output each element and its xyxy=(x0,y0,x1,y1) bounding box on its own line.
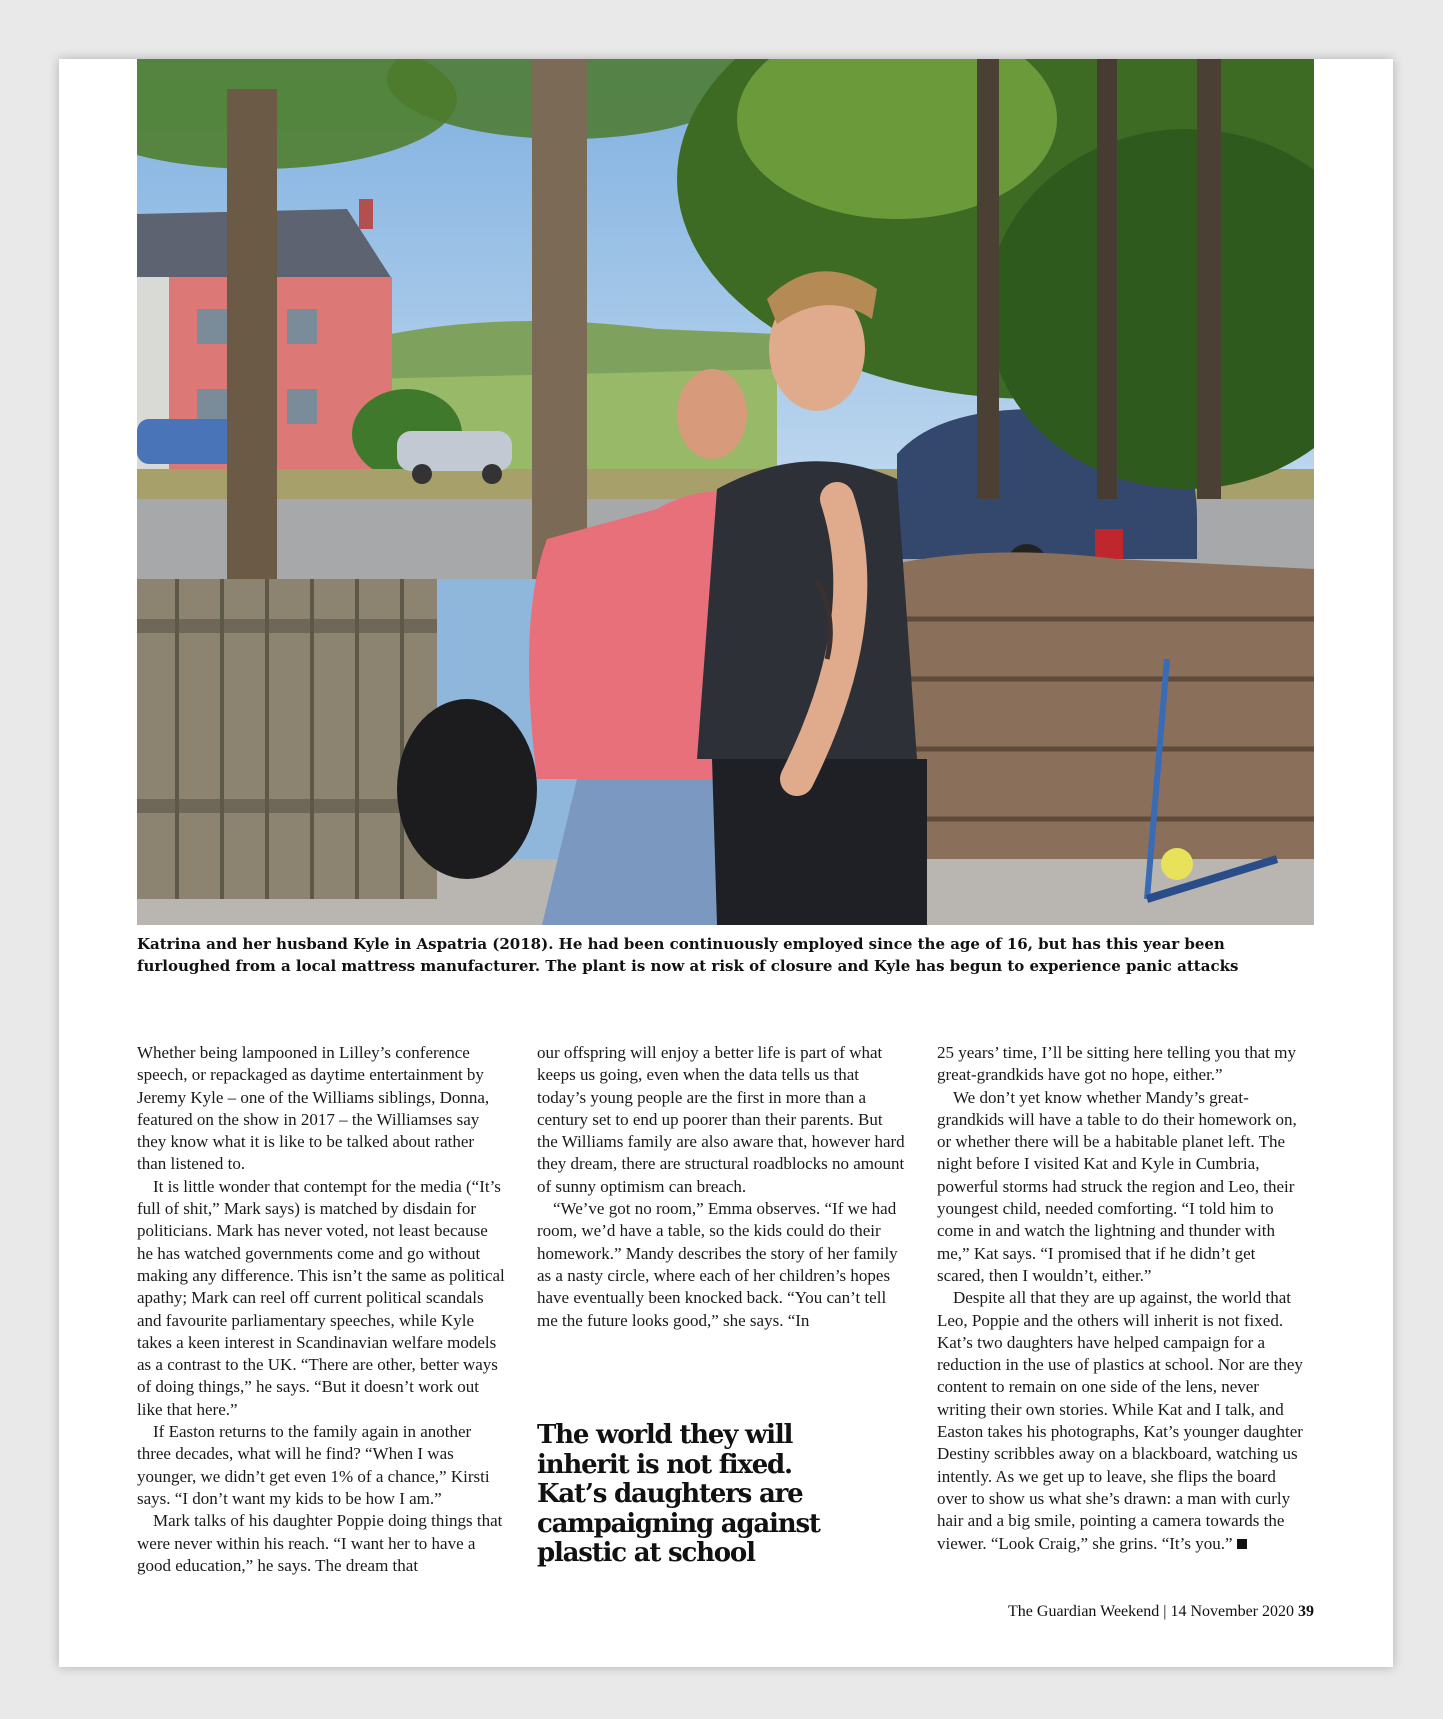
paragraph: Whether being lampooned in Lilley’s conference speech, or repackaged as daytime entertainment by Jeremy Kyle – one of the Williams siblings, Donna, featured on the show in 2017 – the Williamses say they know what it is like to be talked about rather than listened to. xyxy=(137,1043,490,1174)
paragraph: 25 years’ time, I’ll be sitting here telling you that my great-grandkids have got no hope, either.” xyxy=(937,1043,1296,1085)
paragraph: “We’ve got no room,” Emma observes. “If we had room, we’d have a table, so the kids could do their homework.” Mandy describes the story of her family as a nasty circle, where each of her children’s hopes have eventually been knocked back. “You can’t tell me the future looks good,” she says. “In xyxy=(537,1199,898,1330)
wooden-fence xyxy=(137,579,437,899)
paragraph: our offspring will enjoy a better life is part of what keeps us going, even when the data tells us that today’s young people are the first in more than a century set to end up poorer than their parents. But the Williams family are also aware that, however hard they dream, there are structural roadblocks no amount of sunny optimism can breach. xyxy=(537,1043,905,1196)
pull-quote: The world they will inherit is not fixed. Kat’s daughters are campaigning against plastic at school xyxy=(537,1420,820,1568)
paragraph: If Easton returns to the family again in another three decades, what will he find? “When I was younger, we didn’t get even 1% of a chance,” Kirsti says. “I don’t want my kids to be how I am.” xyxy=(137,1422,490,1508)
page-footer xyxy=(1008,1603,1314,1621)
article-column-2 xyxy=(537,1042,907,1332)
footer-separator: | xyxy=(1163,1603,1167,1620)
feature-photo xyxy=(137,59,1314,925)
issue-date: 14 November 2020 xyxy=(1170,1603,1294,1620)
photo-illustration xyxy=(137,59,1314,925)
publication-name: The Guardian Weekend xyxy=(1008,1603,1160,1620)
final-text: Despite all that they are up against, the world that Leo, Poppie and the others will inherit is not fixed. Kat’s two daughters have helped campaign for a reduction in the use of plastics at school. Nor are they content to remain on one side of the lens, never writing their own stories. While Kat and I talk, and Easton takes his photographs, Kat’s younger daughter Destiny scribbles away on a blackboard, watching us intently. As we get up to leave, she flips the board over to show us what she’s drawn: a man with curly hair and a big smile, pointing a camera towards the viewer. “Look Craig,” she grins. “It’s you.” xyxy=(937,1288,1303,1553)
photo-caption: Katrina and her husband Kyle in Aspatria (2018). He had been continuously employed since the age of 16, but has this year been furloughed from a local mattress manufacturer. The plant is now at risk of closure and Kyle has begun to experience panic attacks xyxy=(137,935,1239,975)
paragraph-final xyxy=(937,1287,1307,1555)
end-mark-icon xyxy=(1237,1539,1247,1549)
paragraph: Mark talks of his daughter Poppie doing things that were never within his reach. “I want her to have a good education,” he says. The dream that xyxy=(137,1511,503,1575)
article-column-3 xyxy=(937,1042,1307,1555)
dog xyxy=(397,699,537,879)
magazine-page xyxy=(59,59,1393,1667)
paragraph: We don’t yet know whether Mandy’s great-grandkids will have a table to do their homework on, or whether there will be a habitable planet left. The night before I visited Kat and Kyle in Cumbria, powerful storms had struck the region and Leo, their youngest child, needed comforting. “I told him to come in and watch the lightning and thunder with me,” Kat says. “I promised that if he didn’t get scared, then I wouldn’t, either.” xyxy=(937,1087,1297,1285)
paragraph: It is little wonder that contempt for the media (“It’s full of shit,” Mark says) is matched by disdain for politicians. Mark has never voted, not least because he has watched governments come and go without making any difference. This isn’t the same as political apathy; Mark can reel off current political scandals and favourite parliamentary speeches, while Kyle takes a keen interest in Scandinavian welfare models as a contrast to the UK. “There are other, better ways of doing things,” he says. “But it doesn’t work out like that here.” xyxy=(137,1176,505,1419)
page-number: 39 xyxy=(1298,1603,1314,1620)
article-column-1 xyxy=(137,1042,507,1577)
